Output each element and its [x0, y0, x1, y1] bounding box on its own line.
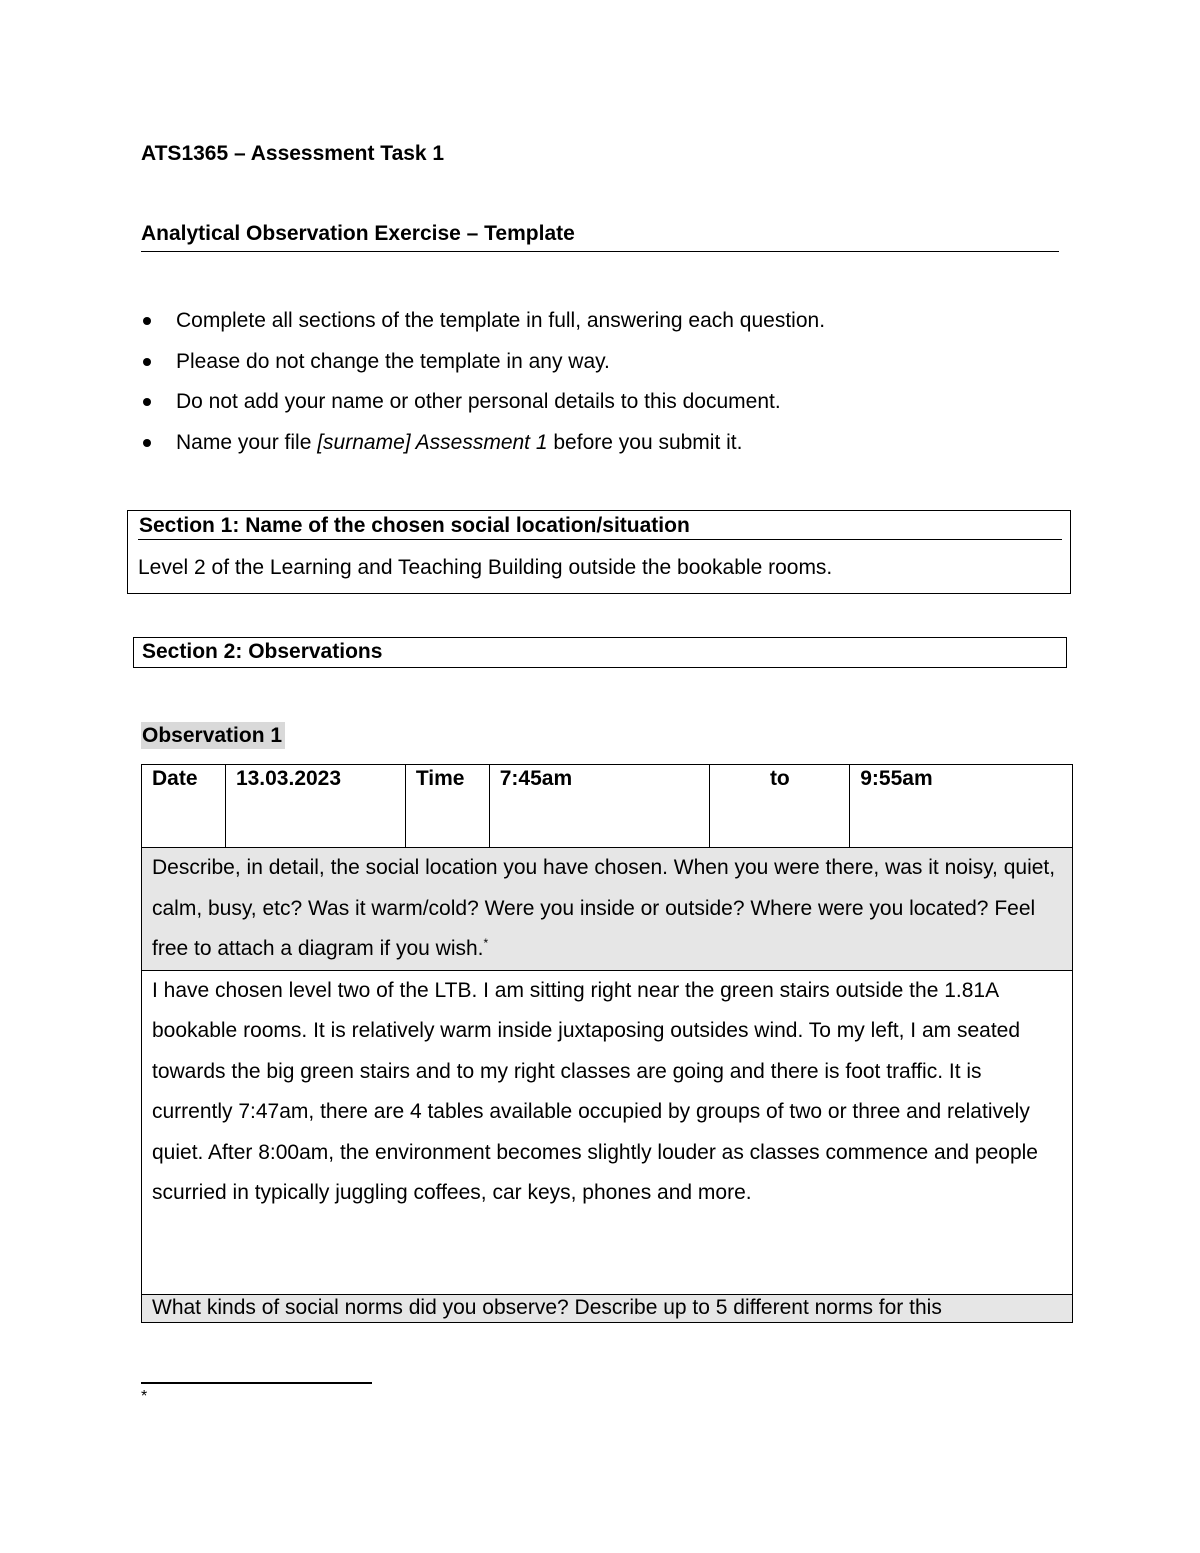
time-end-cell[interactable]: 9:55am: [850, 765, 1073, 848]
footnote-reference[interactable]: *: [483, 936, 489, 950]
section1-box: [127, 510, 1071, 594]
observation1-table: [141, 764, 1073, 1323]
time-label-cell: Time: [405, 765, 489, 848]
section1-heading: Section 1: Name of the chosen social location/situation: [139, 514, 690, 537]
answer1-row: [142, 970, 1073, 1294]
question1-cell: [142, 848, 1073, 971]
question2-cell: [142, 1294, 1073, 1322]
bullet-icon: [143, 439, 151, 447]
question2-row: [142, 1294, 1073, 1322]
question1-text: Describe, in detail, the social location you have chosen. When you were there, was it noisy, quiet, calm, busy, etc? Was it warm/cold? Were you inside or outside? Where were you located? Feel free to attach a diagram if you wish.: [152, 856, 1056, 960]
subtitle-underline: [141, 251, 1059, 252]
section1-divider: [138, 539, 1062, 540]
footnote-mark: *: [141, 1388, 148, 1405]
instruction-item: Do not add your name or other personal details to this document.: [141, 388, 1061, 429]
date-value-cell[interactable]: 13.03.2023: [225, 765, 405, 848]
document-title: ATS1365 – Assessment Task 1: [141, 142, 445, 165]
bullet-icon: [143, 317, 151, 325]
question2-text: What kinds of social norms did you observe? Describe up to 5 different norms for this: [152, 1295, 942, 1319]
observation1-header-row: [142, 765, 1073, 848]
question1-row: [142, 848, 1073, 971]
footnote-separator: [141, 1382, 372, 1384]
section2-box: [133, 637, 1067, 668]
answer1-cell[interactable]: [142, 970, 1073, 1294]
document-subtitle: Analytical Observation Exercise – Template: [141, 222, 575, 245]
instruction-item: Name your file [surname] Assessment 1 before you submit it.: [141, 429, 1061, 470]
filename-format: [surname] Assessment 1: [317, 430, 548, 454]
instructions-list: [141, 307, 1061, 469]
observation1-label: Observation 1: [141, 722, 285, 749]
section1-answer[interactable]: Level 2 of the Learning and Teaching Building outside the bookable rooms.: [138, 556, 833, 579]
to-label-cell: to: [710, 765, 850, 848]
date-label-cell: Date: [142, 765, 226, 848]
bullet-icon: [143, 398, 151, 406]
instruction-item: Complete all sections of the template in full, answering each question.: [141, 307, 1061, 348]
section2-heading: Section 2: Observations: [142, 640, 383, 663]
time-start-cell[interactable]: 7:45am: [489, 765, 710, 848]
answer1-text: I have chosen level two of the LTB. I am sitting right near the green stairs outside the 1.81A bookable rooms. It is relatively warm inside juxtaposing outsides wind. To my left, I am seated towards the big green stairs and to my right classes are going and there is foot traffic. It is currently 7:47am, there are 4 tables available occupied by groups of two or three and relatively quiet. After 8:00am, the environment becomes slightly louder as classes commence and people scurried in typically juggling coffees, car keys, phones and more.: [152, 978, 1038, 1204]
bullet-icon: [143, 358, 151, 366]
instruction-item: Please do not change the template in any way.: [141, 348, 1061, 389]
